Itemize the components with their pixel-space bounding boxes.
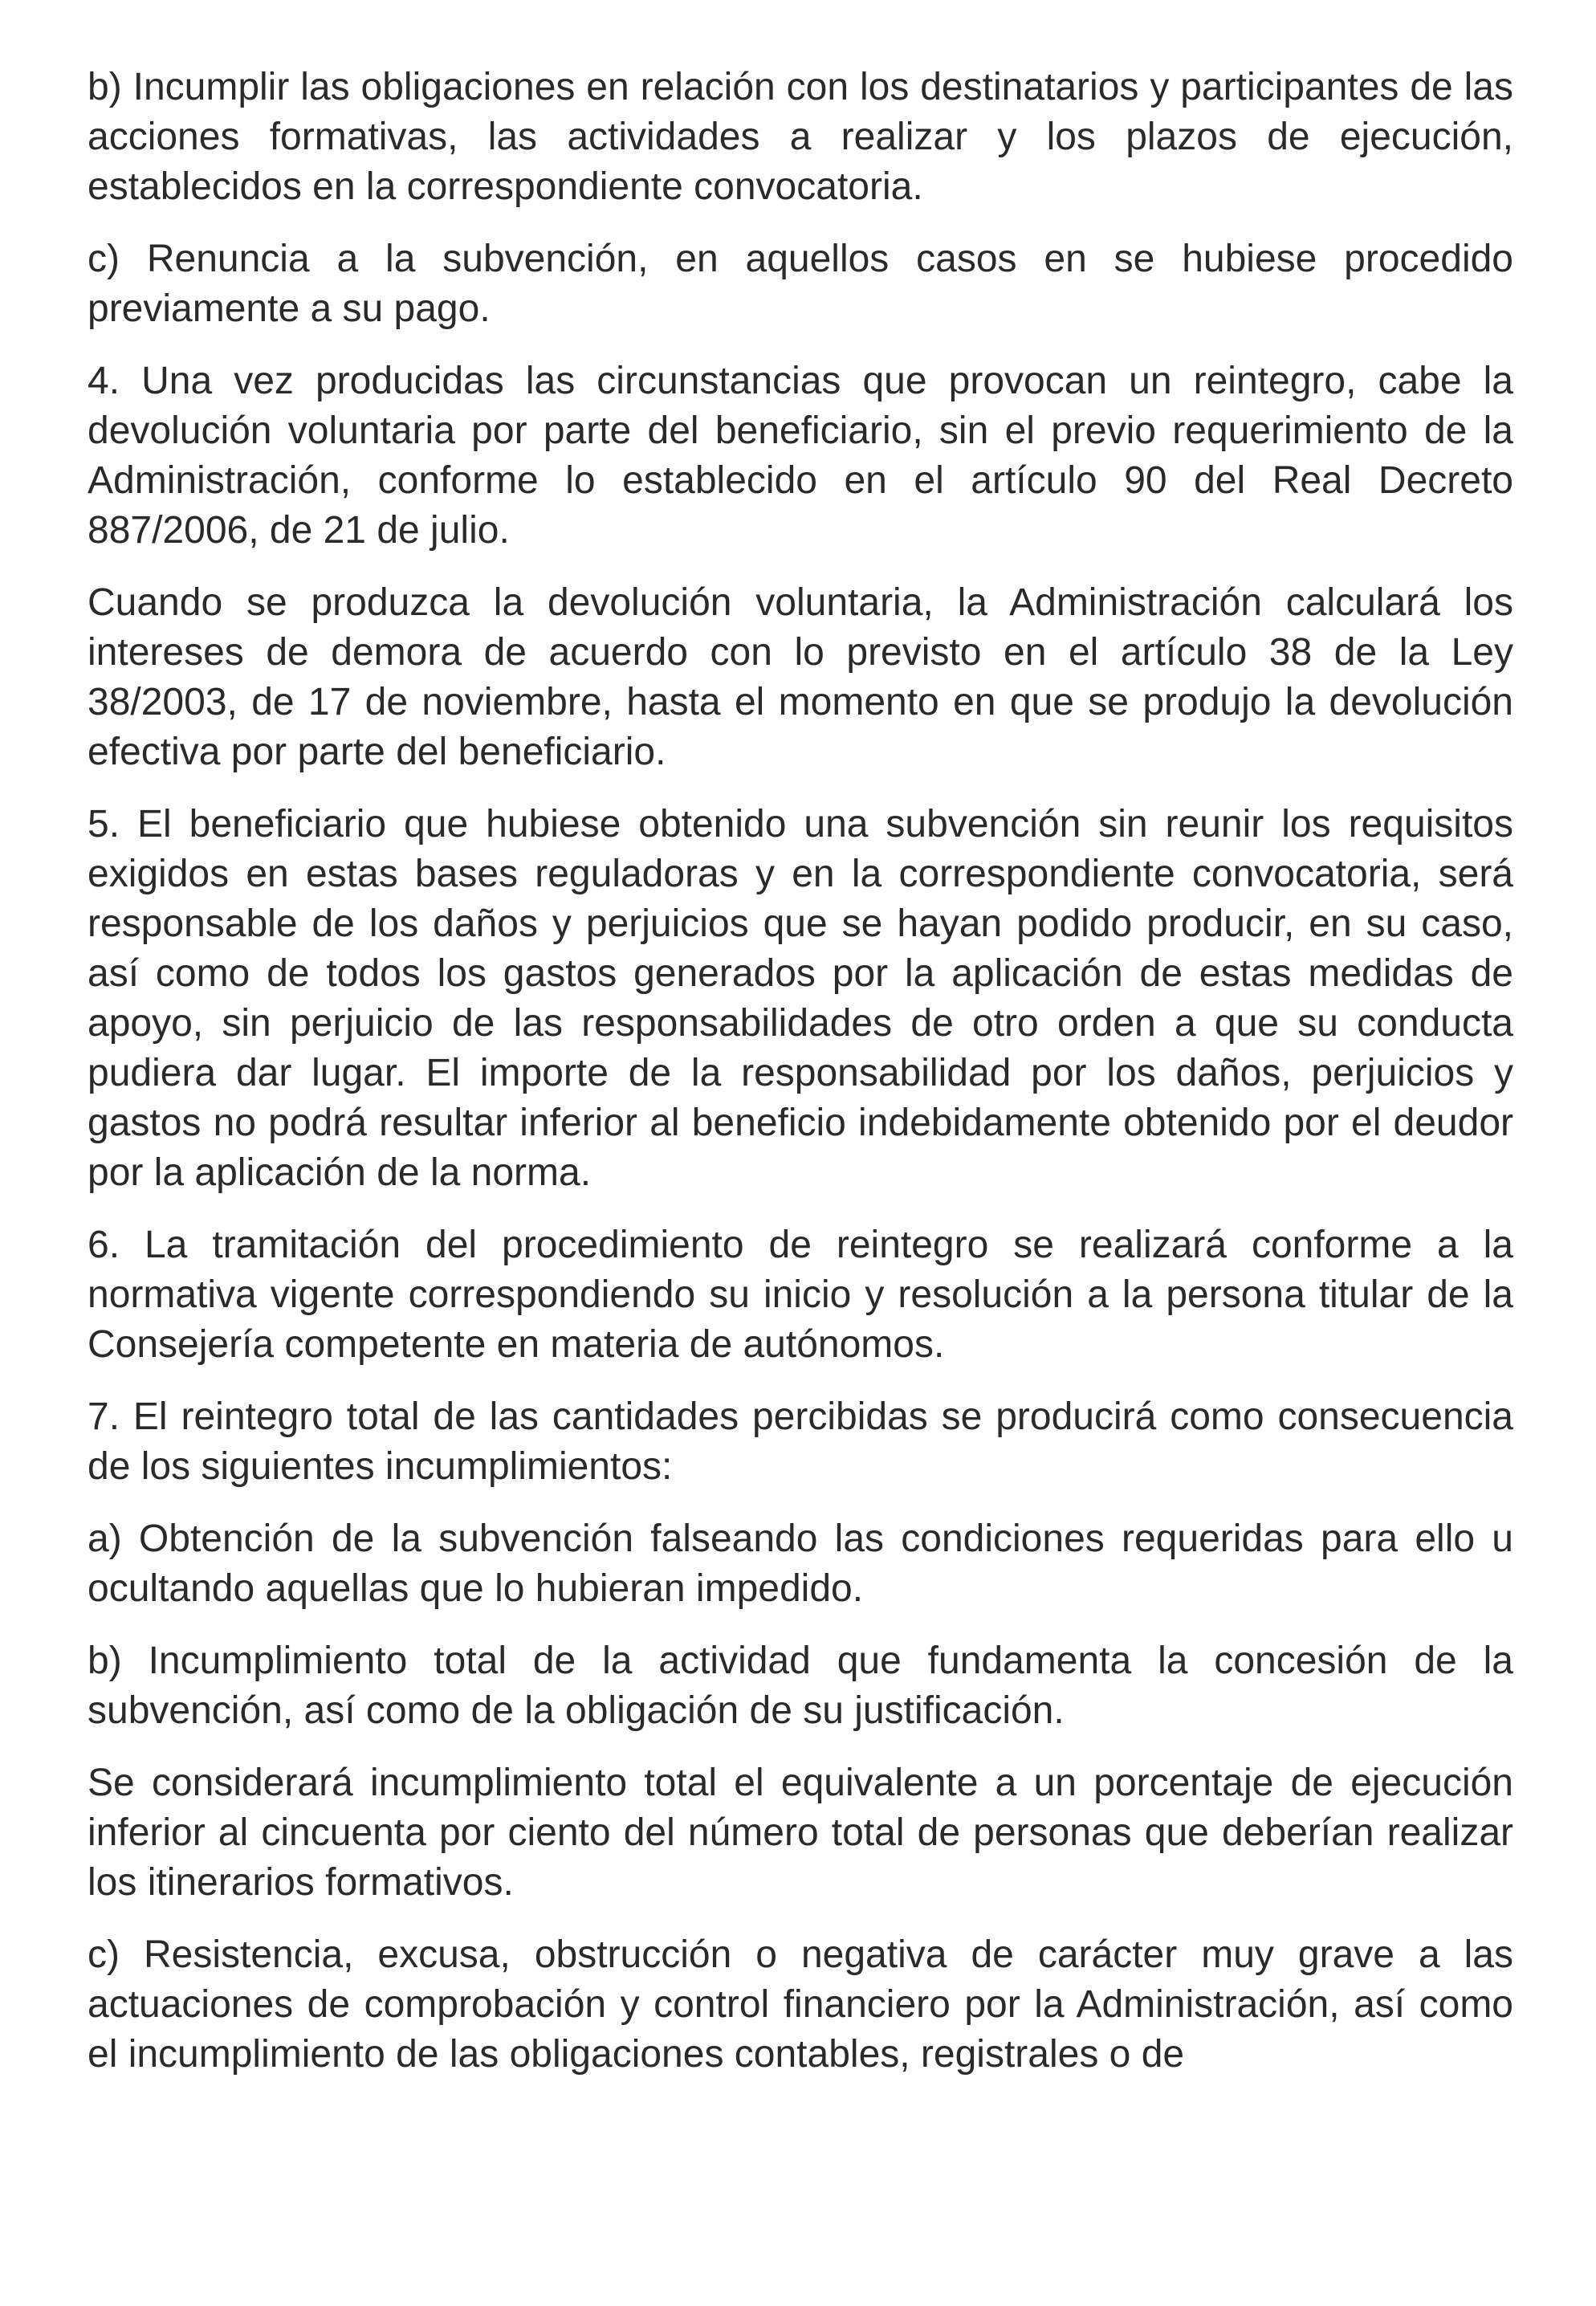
paragraph-porcentaje-ejecucion: Se considerará incumplimiento total el equivalente a un porcentaje de ejecución inferior al cincuenta por ciento del número total de personas que deberían realizar los itinerarios formativos. [88,1762,1513,1904]
paragraph-6-tramitacion-reintegro: 6. La tramitación del procedimiento de reintegro se realizará conforme a la normativa vigente correspondiendo su inicio y resolución a la persona titular de la Consejería competente en materia de autónomos. [88,1224,1513,1366]
paragraph-7-reintegro-total: 7. El reintegro total de las cantidades percibidas se producirá como consecuencia de los siguientes incumplimientos: [88,1395,1513,1488]
paragraph-b-incumplir-obligaciones: b) Incumplir las obligaciones en relación con los destinatarios y participantes de las acciones formativas, las actividades a realizar y los plazos de ejecución, establecidos en la correspondiente convocatoria. [88,66,1513,208]
paragraph-c-renuncia: c) Renuncia a la subvención, en aquellos casos en se hubiese procedido previamente a su pago. [88,238,1513,330]
paragraph-4-devolucion-voluntaria: 4. Una vez producidas las circunstancias que provocan un reintegro, cabe la devolución voluntaria por parte del beneficiario, sin el previo requerimiento de la Administración, conforme lo establecido en el artículo 90 del Real Decreto 887/2006, de 21 de julio. [88,360,1513,552]
paragraph-a-obtencion-falseando: a) Obtención de la subvención falseando las condiciones requeridas para ello u ocultando aquellas que lo hubieran impedido. [88,1518,1513,1610]
paragraph-c-resistencia-excusa: c) Resistencia, excusa, obstrucción o negativa de carácter muy grave a las actuaciones de comprobación y control financiero por la Administración, así como el incumplimiento de las obligaciones contables, registrales o de [88,1933,1513,2076]
paragraph-5-responsabilidad-beneficiario: 5. El beneficiario que hubiese obtenido una subvención sin reunir los requisitos exigidos en estas bases reguladoras y en la correspondiente convocatoria, será responsable de los daños y perjuicios que se hayan podido producir, en su caso, así como de todos los gastos generados por la aplicación de estas medidas de apoyo, sin perjuicio de las responsabilidades de otro orden a que su conducta pudiera dar lugar. El importe de la responsabilidad por los daños, perjuicios y gastos no podrá resultar inferior al beneficio indebidamente obtenido por el deudor por la aplicación de la norma. [88,803,1513,1194]
paragraph-b-incumplimiento-total: b) Incumplimiento total de la actividad que fundamenta la concesión de la subvención, así como de la obligación de su justificación. [88,1640,1513,1732]
document-page [88,63,1513,2102]
paragraph-intereses-demora: Cuando se produzca la devolución voluntaria, la Administración calculará los intereses de demora de acuerdo con lo previsto en el artículo 38 de la Ley 38/2003, de 17 de noviembre, hasta el momento en que se produjo la devolución efectiva por parte del beneficiario. [88,581,1513,773]
